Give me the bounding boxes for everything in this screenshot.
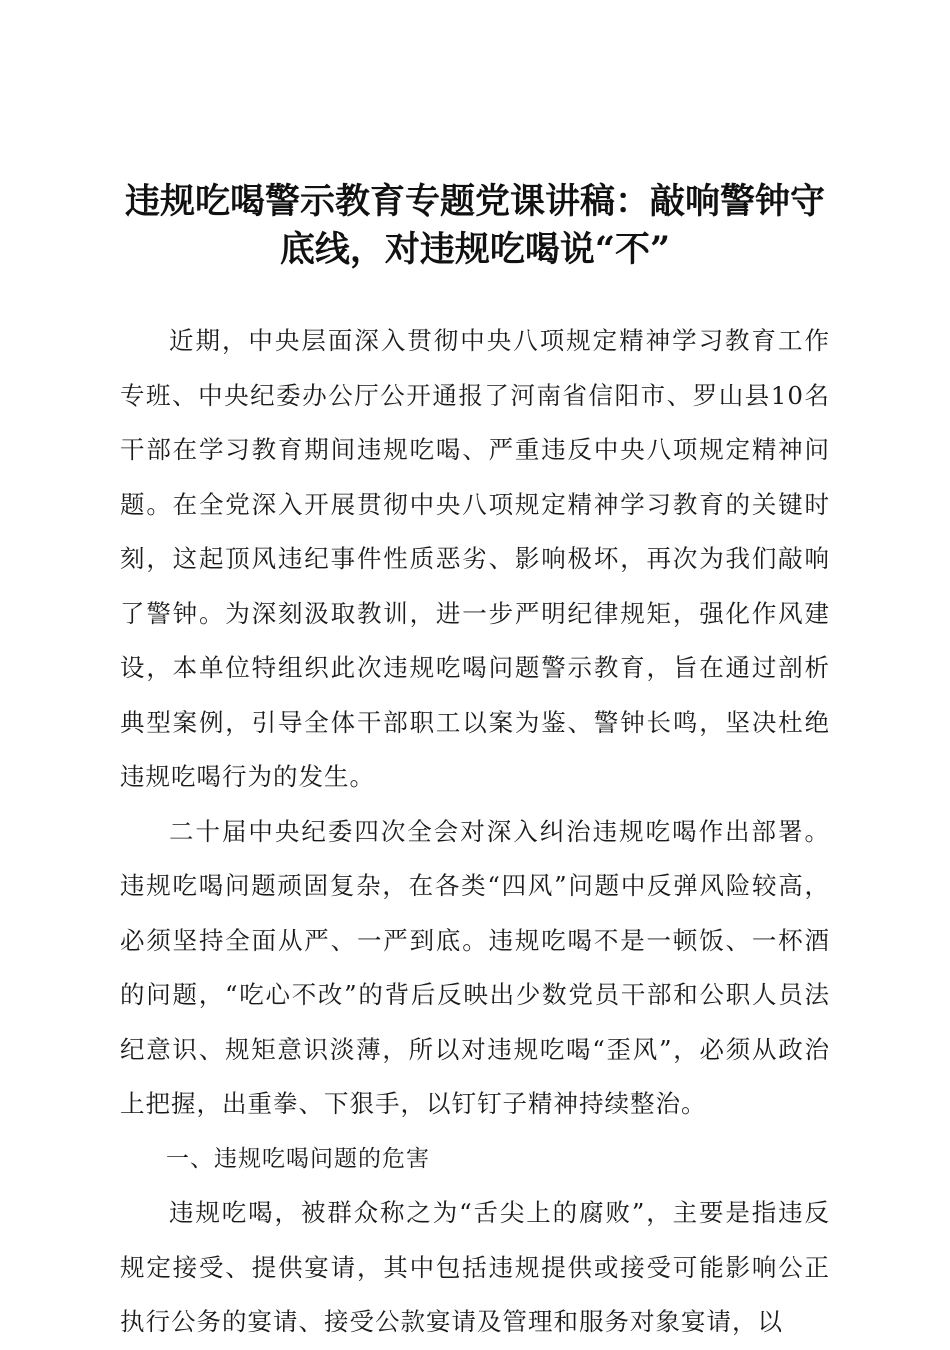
section-heading: 一、违规吃喝问题的危害 xyxy=(166,1145,430,1172)
document-body xyxy=(120,314,830,1350)
title-line-2: 底线，对违规吃喝说“不” xyxy=(279,229,671,270)
paragraph-section-1: 违规吃喝，被群众称之为“舌尖上的腐败”，主要是指违反规定接受、提供宴请，其中包括违规提供或接受可能影响公正执行公务的宴请、接受公款宴请及管理和服务对象宴请，以 xyxy=(120,1198,830,1336)
paragraph-background: 二十届中央纪委四次全会对深入纠治违规吃喝作出部署。违规吃喝问题顽固复杂，在各类“四风”问题中反弹风险较高，必须坚持全面从严、一严到底。违规吃喝不是一顿饭、一杯酒的问题，“吃心不改”的背后反映出少数党员干部和公职人员法纪意识、规矩意识淡薄，所以对违规吃喝“歪风”，必须从政治上把握，出重拳、下狠手，以钉钉子精神持续整治。 xyxy=(120,816,830,1118)
document-title xyxy=(110,178,840,274)
title-line-1: 违规吃喝警示教育专题党课讲稿：敲响警钟守 xyxy=(124,181,825,222)
paragraph-intro: 近期，中央层面深入贯彻中央八项规定精神学习教育工作专班、中央纪委办公厅公开通报了河南省信阳市、罗山县10名干部在学习教育期间违规吃喝、严重违反中央八项规定精神问题。在全党深入开展贯彻中央八项规定精神学习教育的关键时刻，这起顶风违纪事件性质恶劣、影响极坏，再次为我们敲响了警钟。为深刻汲取教训，进一步严明纪律规矩，强化作风建设，本单位特组织此次违规吃喝问题警示教育，旨在通过剖析典型案例，引导全体干部职工以案为鉴、警钟长鸣，坚决杜绝违规吃喝行为的发生。 xyxy=(120,326,830,791)
